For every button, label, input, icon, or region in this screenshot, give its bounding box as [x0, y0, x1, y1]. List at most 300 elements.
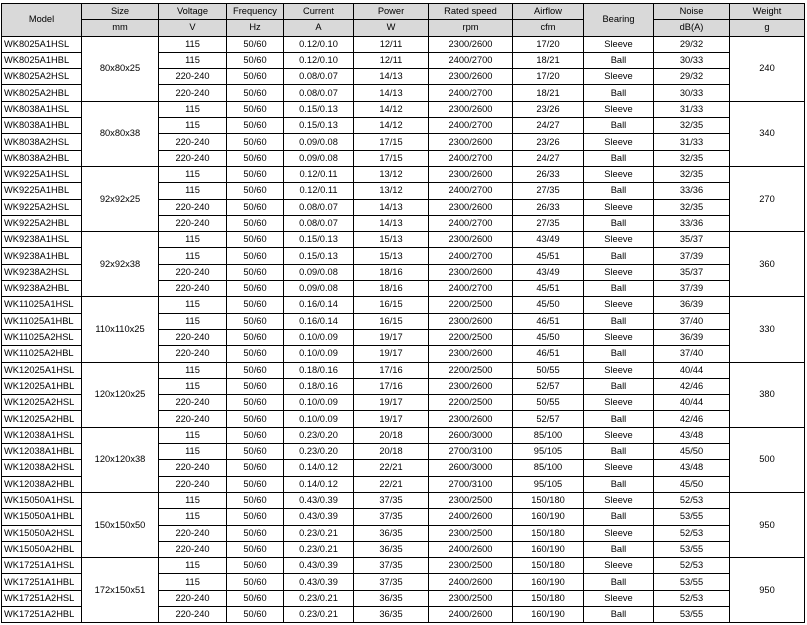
cell-model: WK9238A1HSL — [2, 232, 82, 248]
cell-noise: 30/33 — [654, 85, 730, 101]
cell-frequency: 50/60 — [227, 509, 284, 525]
cell-power: 14/13 — [354, 85, 429, 101]
cell-bearing: Sleeve — [584, 232, 654, 248]
cell-model: WK11025A1HSL — [2, 297, 82, 313]
cell-weight: 340 — [730, 101, 805, 166]
cell-current: 0.15/0.13 — [284, 248, 354, 264]
cell-model: WK17251A2HSL — [2, 590, 82, 606]
header-power: Power — [354, 4, 429, 20]
cell-frequency: 50/60 — [227, 85, 284, 101]
cell-noise: 37/39 — [654, 281, 730, 297]
cell-current: 0.23/0.20 — [284, 444, 354, 460]
cell-bearing: Sleeve — [584, 460, 654, 476]
cell-current: 0.10/0.09 — [284, 395, 354, 411]
cell-frequency: 50/60 — [227, 427, 284, 443]
cell-bearing: Ball — [584, 313, 654, 329]
cell-size: 120x120x25 — [82, 362, 159, 427]
cell-noise: 45/50 — [654, 444, 730, 460]
cell-airflow: 52/57 — [513, 411, 584, 427]
cell-voltage: 115 — [159, 313, 227, 329]
cell-current: 0.09/0.08 — [284, 134, 354, 150]
cell-voltage: 115 — [159, 558, 227, 574]
cell-airflow: 160/190 — [513, 541, 584, 557]
cell-voltage: 220-240 — [159, 525, 227, 541]
cell-rated-speed: 2300/2600 — [429, 134, 513, 150]
cell-rated-speed: 2400/2700 — [429, 183, 513, 199]
cell-current: 0.09/0.08 — [284, 281, 354, 297]
cell-model: WK12025A2HSL — [2, 395, 82, 411]
cell-frequency: 50/60 — [227, 232, 284, 248]
cell-frequency: 50/60 — [227, 362, 284, 378]
cell-model: WK9238A1HBL — [2, 248, 82, 264]
cell-model: WK12025A2HBL — [2, 411, 82, 427]
unit-row — [2, 20, 805, 36]
cell-airflow: 45/51 — [513, 248, 584, 264]
cell-frequency: 50/60 — [227, 199, 284, 215]
cell-noise: 32/35 — [654, 150, 730, 166]
cell-power: 17/16 — [354, 378, 429, 394]
cell-current: 0.14/0.12 — [284, 476, 354, 492]
cell-size: 92x92x38 — [82, 232, 159, 297]
cell-power: 13/12 — [354, 183, 429, 199]
cell-size: 110x110x25 — [82, 297, 159, 362]
cell-rated-speed: 2400/2700 — [429, 215, 513, 231]
cell-frequency: 50/60 — [227, 395, 284, 411]
cell-bearing: Ball — [584, 444, 654, 460]
cell-voltage: 115 — [159, 378, 227, 394]
cell-airflow: 50/55 — [513, 395, 584, 411]
cell-noise: 37/40 — [654, 313, 730, 329]
cell-rated-speed: 2300/2500 — [429, 590, 513, 606]
cell-bearing: Sleeve — [584, 101, 654, 117]
cell-airflow: 23/26 — [513, 101, 584, 117]
cell-model: WK8038A2HBL — [2, 150, 82, 166]
cell-model: WK12025A1HBL — [2, 378, 82, 394]
unit-weight: g — [730, 20, 805, 36]
cell-frequency: 50/60 — [227, 492, 284, 508]
header-weight: Weight — [730, 4, 805, 20]
cell-bearing: Sleeve — [584, 492, 654, 508]
cell-rated-speed: 2400/2700 — [429, 150, 513, 166]
cell-power: 13/12 — [354, 166, 429, 182]
cell-frequency: 50/60 — [227, 118, 284, 134]
cell-bearing: Sleeve — [584, 166, 654, 182]
cell-voltage: 115 — [159, 427, 227, 443]
cell-weight: 330 — [730, 297, 805, 362]
cell-voltage: 220-240 — [159, 606, 227, 622]
cell-bearing: Sleeve — [584, 558, 654, 574]
cell-noise: 35/37 — [654, 232, 730, 248]
cell-power: 22/21 — [354, 460, 429, 476]
cell-noise: 36/39 — [654, 297, 730, 313]
table-row — [2, 427, 805, 443]
cell-current: 0.43/0.39 — [284, 509, 354, 525]
cell-current: 0.23/0.21 — [284, 525, 354, 541]
cell-weight: 240 — [730, 36, 805, 101]
cell-model: WK9225A1HBL — [2, 183, 82, 199]
cell-power: 22/21 — [354, 476, 429, 492]
cell-model: WK12038A2HSL — [2, 460, 82, 476]
cell-model: WK12038A2HBL — [2, 476, 82, 492]
cell-airflow: 26/33 — [513, 199, 584, 215]
cell-noise: 29/32 — [654, 69, 730, 85]
cell-noise: 52/53 — [654, 492, 730, 508]
cell-model: WK8038A2HSL — [2, 134, 82, 150]
cell-frequency: 50/60 — [227, 525, 284, 541]
cell-bearing: Sleeve — [584, 590, 654, 606]
cell-rated-speed: 2600/3000 — [429, 460, 513, 476]
cell-bearing: Ball — [584, 215, 654, 231]
cell-current: 0.23/0.21 — [284, 606, 354, 622]
cell-bearing: Ball — [584, 509, 654, 525]
cell-bearing: Ball — [584, 150, 654, 166]
cell-airflow: 46/51 — [513, 313, 584, 329]
header-current: Current — [284, 4, 354, 20]
cell-airflow: 17/20 — [513, 36, 584, 52]
cell-rated-speed: 2300/2600 — [429, 101, 513, 117]
cell-power: 19/17 — [354, 395, 429, 411]
cell-model: WK8025A2HBL — [2, 85, 82, 101]
cell-airflow: 27/35 — [513, 215, 584, 231]
table-row — [2, 297, 805, 313]
cell-rated-speed: 2700/3100 — [429, 444, 513, 460]
cell-frequency: 50/60 — [227, 69, 284, 85]
cell-power: 15/13 — [354, 232, 429, 248]
cell-power: 19/17 — [354, 329, 429, 345]
cell-bearing: Sleeve — [584, 427, 654, 443]
cell-rated-speed: 2300/2600 — [429, 69, 513, 85]
cell-noise: 40/44 — [654, 362, 730, 378]
cell-voltage: 115 — [159, 232, 227, 248]
cell-current: 0.08/0.07 — [284, 199, 354, 215]
cell-power: 37/35 — [354, 558, 429, 574]
cell-current: 0.23/0.21 — [284, 590, 354, 606]
cell-rated-speed: 2300/2600 — [429, 313, 513, 329]
cell-model: WK9225A2HBL — [2, 215, 82, 231]
cell-model: WK8038A1HSL — [2, 101, 82, 117]
cell-voltage: 115 — [159, 492, 227, 508]
cell-airflow: 45/50 — [513, 329, 584, 345]
cell-power: 18/16 — [354, 264, 429, 280]
cell-noise: 53/55 — [654, 606, 730, 622]
cell-rated-speed: 2300/2600 — [429, 264, 513, 280]
cell-power: 36/35 — [354, 606, 429, 622]
cell-current: 0.12/0.11 — [284, 183, 354, 199]
cell-voltage: 220-240 — [159, 85, 227, 101]
cell-noise: 31/33 — [654, 101, 730, 117]
cell-model: WK8038A1HBL — [2, 118, 82, 134]
cell-voltage: 115 — [159, 444, 227, 460]
header-rated-speed: Rated speed — [429, 4, 513, 20]
cell-bearing: Ball — [584, 574, 654, 590]
cell-weight: 360 — [730, 232, 805, 297]
cell-model: WK9238A2HSL — [2, 264, 82, 280]
cell-model: WK17251A1HBL — [2, 574, 82, 590]
cell-airflow: 18/21 — [513, 52, 584, 68]
cell-current: 0.18/0.16 — [284, 362, 354, 378]
cell-airflow: 24/27 — [513, 118, 584, 134]
cell-frequency: 50/60 — [227, 248, 284, 264]
cell-rated-speed: 2300/2500 — [429, 525, 513, 541]
cell-rated-speed: 2300/2600 — [429, 199, 513, 215]
cell-current: 0.08/0.07 — [284, 215, 354, 231]
cell-rated-speed: 2300/2600 — [429, 411, 513, 427]
cell-bearing: Ball — [584, 183, 654, 199]
cell-current: 0.23/0.21 — [284, 541, 354, 557]
cell-model: WK12038A1HBL — [2, 444, 82, 460]
cell-model: WK11025A2HSL — [2, 329, 82, 345]
cell-bearing: Ball — [584, 118, 654, 134]
cell-model: WK15050A1HSL — [2, 492, 82, 508]
cell-frequency: 50/60 — [227, 411, 284, 427]
cell-voltage: 115 — [159, 509, 227, 525]
cell-rated-speed: 2300/2600 — [429, 36, 513, 52]
cell-voltage: 220-240 — [159, 329, 227, 345]
cell-current: 0.43/0.39 — [284, 574, 354, 590]
cell-noise: 53/55 — [654, 509, 730, 525]
cell-rated-speed: 2300/2500 — [429, 492, 513, 508]
cell-noise: 33/36 — [654, 183, 730, 199]
cell-voltage: 220-240 — [159, 476, 227, 492]
cell-voltage: 220-240 — [159, 150, 227, 166]
cell-rated-speed: 2300/2500 — [429, 558, 513, 574]
cell-bearing: Ball — [584, 346, 654, 362]
cell-airflow: 160/190 — [513, 509, 584, 525]
cell-frequency: 50/60 — [227, 460, 284, 476]
header-airflow: Airflow — [513, 4, 584, 20]
cell-rated-speed: 2400/2700 — [429, 52, 513, 68]
cell-voltage: 115 — [159, 297, 227, 313]
cell-size: 80x80x25 — [82, 36, 159, 101]
cell-voltage: 220-240 — [159, 541, 227, 557]
cell-power: 15/13 — [354, 248, 429, 264]
table-body — [2, 36, 805, 623]
cell-rated-speed: 2400/2700 — [429, 281, 513, 297]
cell-bearing: Ball — [584, 411, 654, 427]
cell-voltage: 220-240 — [159, 264, 227, 280]
cell-rated-speed: 2200/2500 — [429, 362, 513, 378]
cell-bearing: Ball — [584, 606, 654, 622]
cell-size: 172x150x51 — [82, 558, 159, 623]
cell-model: WK9225A1HSL — [2, 166, 82, 182]
cell-model: WK12038A1HSL — [2, 427, 82, 443]
cell-power: 14/13 — [354, 69, 429, 85]
cell-rated-speed: 2400/2600 — [429, 574, 513, 590]
cell-noise: 43/48 — [654, 427, 730, 443]
cell-noise: 35/37 — [654, 264, 730, 280]
cell-bearing: Sleeve — [584, 36, 654, 52]
cell-frequency: 50/60 — [227, 297, 284, 313]
cell-model: WK8025A2HSL — [2, 69, 82, 85]
cell-airflow: 150/180 — [513, 492, 584, 508]
cell-bearing: Sleeve — [584, 362, 654, 378]
cell-rated-speed: 2400/2700 — [429, 118, 513, 134]
cell-current: 0.15/0.13 — [284, 101, 354, 117]
cell-power: 20/18 — [354, 427, 429, 443]
cell-bearing: Ball — [584, 248, 654, 264]
header-size: Size — [82, 4, 159, 20]
cell-voltage: 220-240 — [159, 215, 227, 231]
cell-model: WK8025A1HBL — [2, 52, 82, 68]
cell-power: 14/12 — [354, 118, 429, 134]
cell-power: 37/35 — [354, 492, 429, 508]
cell-frequency: 50/60 — [227, 606, 284, 622]
cell-noise: 32/35 — [654, 118, 730, 134]
cell-airflow: 150/180 — [513, 525, 584, 541]
cell-bearing: Ball — [584, 378, 654, 394]
cell-noise: 31/33 — [654, 134, 730, 150]
cell-current: 0.43/0.39 — [284, 558, 354, 574]
unit-power: W — [354, 20, 429, 36]
cell-power: 12/11 — [354, 52, 429, 68]
cell-current: 0.10/0.09 — [284, 329, 354, 345]
cell-airflow: 85/100 — [513, 460, 584, 476]
cell-noise: 42/46 — [654, 411, 730, 427]
cell-size: 150x150x50 — [82, 492, 159, 557]
table-row — [2, 492, 805, 508]
cell-airflow: 160/190 — [513, 606, 584, 622]
cell-noise: 29/32 — [654, 36, 730, 52]
cell-airflow: 45/51 — [513, 281, 584, 297]
header-row — [2, 4, 805, 20]
cell-model: WK17251A1HSL — [2, 558, 82, 574]
cell-model: WK17251A2HBL — [2, 606, 82, 622]
cell-noise: 52/53 — [654, 525, 730, 541]
cell-frequency: 50/60 — [227, 215, 284, 231]
cell-power: 16/15 — [354, 313, 429, 329]
cell-model: WK12025A1HSL — [2, 362, 82, 378]
cell-voltage: 115 — [159, 166, 227, 182]
unit-voltage: V — [159, 20, 227, 36]
cell-power: 12/11 — [354, 36, 429, 52]
cell-current: 0.16/0.14 — [284, 297, 354, 313]
cell-frequency: 50/60 — [227, 346, 284, 362]
cell-frequency: 50/60 — [227, 378, 284, 394]
cell-frequency: 50/60 — [227, 313, 284, 329]
cell-bearing: Sleeve — [584, 264, 654, 280]
table-row — [2, 36, 805, 52]
cell-frequency: 50/60 — [227, 264, 284, 280]
cell-power: 17/16 — [354, 362, 429, 378]
cell-airflow: 46/51 — [513, 346, 584, 362]
cell-voltage: 220-240 — [159, 460, 227, 476]
unit-noise: dB(A) — [654, 20, 730, 36]
cell-voltage: 220-240 — [159, 395, 227, 411]
cell-power: 36/35 — [354, 590, 429, 606]
cell-current: 0.08/0.07 — [284, 85, 354, 101]
cell-model: WK15050A2HSL — [2, 525, 82, 541]
cell-power: 17/15 — [354, 150, 429, 166]
cell-current: 0.14/0.12 — [284, 460, 354, 476]
cell-airflow: 26/33 — [513, 166, 584, 182]
cell-noise: 45/50 — [654, 476, 730, 492]
header-noise: Noise — [654, 4, 730, 20]
cell-model: WK15050A1HBL — [2, 509, 82, 525]
cell-power: 20/18 — [354, 444, 429, 460]
cell-rated-speed: 2400/2600 — [429, 541, 513, 557]
cell-noise: 52/53 — [654, 590, 730, 606]
cell-frequency: 50/60 — [227, 476, 284, 492]
cell-rated-speed: 2400/2700 — [429, 85, 513, 101]
cell-airflow: 95/105 — [513, 476, 584, 492]
cell-airflow: 23/26 — [513, 134, 584, 150]
cell-voltage: 220-240 — [159, 590, 227, 606]
cell-voltage: 115 — [159, 248, 227, 264]
unit-airflow: cfm — [513, 20, 584, 36]
cell-current: 0.09/0.08 — [284, 150, 354, 166]
table-row — [2, 166, 805, 182]
cell-airflow: 85/100 — [513, 427, 584, 443]
cell-current: 0.16/0.14 — [284, 313, 354, 329]
cell-bearing: Sleeve — [584, 525, 654, 541]
cell-rated-speed: 2300/2600 — [429, 166, 513, 182]
cell-voltage: 115 — [159, 118, 227, 134]
cell-current: 0.12/0.11 — [284, 166, 354, 182]
unit-frequency: Hz — [227, 20, 284, 36]
cell-weight: 500 — [730, 427, 805, 492]
cell-power: 14/13 — [354, 199, 429, 215]
cell-frequency: 50/60 — [227, 52, 284, 68]
cell-current: 0.15/0.13 — [284, 118, 354, 134]
cell-noise: 36/39 — [654, 329, 730, 345]
cell-noise: 32/35 — [654, 199, 730, 215]
cell-noise: 42/46 — [654, 378, 730, 394]
cell-rated-speed: 2300/2600 — [429, 232, 513, 248]
cell-current: 0.18/0.16 — [284, 378, 354, 394]
cell-voltage: 220-240 — [159, 281, 227, 297]
cell-noise: 53/55 — [654, 574, 730, 590]
cell-noise: 33/36 — [654, 215, 730, 231]
cell-rated-speed: 2600/3000 — [429, 427, 513, 443]
cell-frequency: 50/60 — [227, 574, 284, 590]
table-row — [2, 101, 805, 117]
cell-airflow: 150/180 — [513, 558, 584, 574]
cell-voltage: 220-240 — [159, 411, 227, 427]
cell-size: 120x120x38 — [82, 427, 159, 492]
cell-current: 0.15/0.13 — [284, 232, 354, 248]
header-voltage: Voltage — [159, 4, 227, 20]
cell-voltage: 220-240 — [159, 199, 227, 215]
cell-frequency: 50/60 — [227, 101, 284, 117]
cell-rated-speed: 2200/2500 — [429, 395, 513, 411]
cell-current: 0.12/0.10 — [284, 36, 354, 52]
cell-power: 14/12 — [354, 101, 429, 117]
cell-voltage: 115 — [159, 183, 227, 199]
cell-size: 80x80x38 — [82, 101, 159, 166]
cell-rated-speed: 2400/2600 — [429, 509, 513, 525]
cell-frequency: 50/60 — [227, 36, 284, 52]
cell-current: 0.10/0.09 — [284, 346, 354, 362]
cell-current: 0.12/0.10 — [284, 52, 354, 68]
cell-rated-speed: 2300/2600 — [429, 378, 513, 394]
cell-airflow: 43/49 — [513, 232, 584, 248]
cell-rated-speed: 2200/2500 — [429, 297, 513, 313]
table-row — [2, 362, 805, 378]
cell-noise: 30/33 — [654, 52, 730, 68]
cell-rated-speed: 2200/2500 — [429, 329, 513, 345]
cell-rated-speed: 2700/3100 — [429, 476, 513, 492]
cell-bearing: Sleeve — [584, 329, 654, 345]
cell-frequency: 50/60 — [227, 183, 284, 199]
cell-power: 17/15 — [354, 134, 429, 150]
cell-voltage: 115 — [159, 574, 227, 590]
header-frequency: Frequency — [227, 4, 284, 20]
cell-noise: 37/40 — [654, 346, 730, 362]
fan-spec-table — [1, 3, 805, 623]
cell-model: WK11025A1HBL — [2, 313, 82, 329]
cell-voltage: 220-240 — [159, 134, 227, 150]
cell-bearing: Sleeve — [584, 199, 654, 215]
